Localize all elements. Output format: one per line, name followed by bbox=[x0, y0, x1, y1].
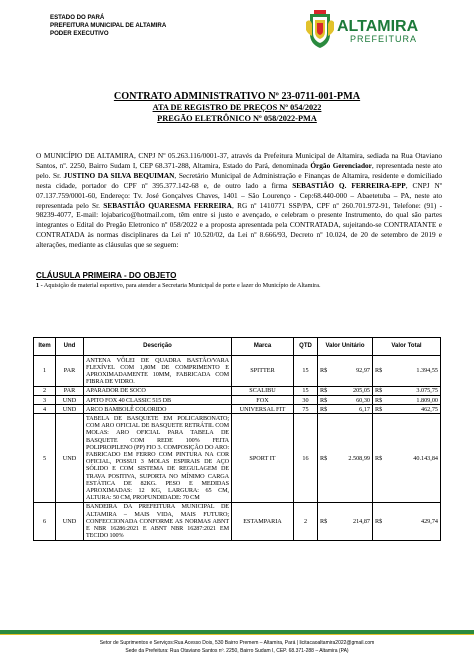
col-header-description: Descrição bbox=[84, 338, 232, 356]
cell-brand: FOX bbox=[232, 396, 294, 405]
unit-value-amount: 92,97 bbox=[356, 367, 370, 375]
cell-description: APARADOR DE SOCO bbox=[84, 386, 232, 395]
items-table bbox=[33, 337, 441, 541]
cell-unit-value bbox=[318, 414, 373, 502]
contract-title bbox=[20, 91, 454, 102]
total-value-amount: 462,75 bbox=[420, 405, 438, 413]
header-state: ESTADO DO PARÁ bbox=[50, 14, 105, 21]
currency-symbol: R$ bbox=[320, 367, 328, 375]
cell-total-value bbox=[373, 502, 441, 540]
table-row bbox=[34, 386, 441, 395]
cell-brand: UNIVERSAL FIT bbox=[232, 405, 294, 414]
cell-description: ARCO BAMBOLÊ COLORIDO bbox=[84, 405, 232, 414]
preamble-bold-3: SEBASTIÃO Q. FERREIRA-EPP bbox=[292, 180, 406, 190]
preamble-bold-1: Órgão Gerenciador bbox=[310, 160, 372, 170]
cell-brand: ESTAMPARIA bbox=[232, 502, 294, 540]
currency-symbol: R$ bbox=[320, 454, 328, 462]
clause-title: CLÁUSULA PRIMEIRA - DO OBJETO bbox=[36, 271, 177, 280]
cell-brand: SPITTER bbox=[232, 356, 294, 387]
total-value-amount: 40.143,84 bbox=[413, 454, 438, 462]
total-value-amount: 3.075,75 bbox=[416, 387, 438, 395]
footer-address-2: Sede da Prefeitura: Rua Otaviano Santos nº. 2250, Bairro Sudam I, CEP. 68.371-288 – Altamira (PA) bbox=[125, 648, 349, 654]
currency-symbol: R$ bbox=[375, 454, 383, 462]
cell-qtd: 16 bbox=[294, 414, 318, 502]
altamira-crest-icon bbox=[306, 8, 426, 52]
cell-und: UND bbox=[56, 502, 84, 540]
cell-item: 5 bbox=[34, 414, 56, 502]
cell-und: PAR bbox=[56, 386, 84, 395]
logo-subtitle: PREFEITURA bbox=[350, 34, 418, 44]
header-power: PODER EXECUTIVO bbox=[50, 30, 109, 38]
cell-description: BANDEIRA DA PREFEITURA MUNICIPAL DE ALTAMIRA – MAIS VIDA, MAIS FUTURO; CONFECCIONADA CONFORME AS NORMAS ABNT E NBR 16286:2021 E ABNT NBR 16287:2021 EM TECIDO 100% bbox=[84, 502, 232, 540]
cell-unit-value bbox=[318, 502, 373, 540]
table-row bbox=[34, 405, 441, 414]
cell-total-value bbox=[373, 414, 441, 502]
unit-value-amount: 2.508,99 bbox=[348, 454, 370, 462]
cell-item: 3 bbox=[34, 396, 56, 405]
total-value-amount: 1.394,55 bbox=[416, 367, 438, 375]
cell-brand: SPORT IT bbox=[232, 414, 294, 502]
unit-value-amount: 60,30 bbox=[356, 396, 370, 404]
preamble-text-5: , RG nº 1410771 SSP/PA, CPF nº 260.701.972-91, Telefone: (91) - 98239-4077, E-mail: lojabarico@hotmail.com, têm entre si justo e avençado, e celebram o presente Instrumento, do qual são partes integrantes o Edital do Pregão Eletronico nº 058/2022 e a proposta apresentada pela CONTRATADA, sujeitando-se CONTRATANTE e CONTRATADA às normas disciplinares da Lei nº 10.520/02, da Lei nº 8.666/93, Decreto nº 10.024, de 20 de setembro de 2019 e alterações, mediante as cláusulas que se seguem: bbox=[36, 200, 442, 250]
altamira-logo bbox=[306, 8, 426, 52]
preamble-text-4: , CNPJ Nº 07.137.759/0001-60, Endereço: Tv. José Gonçalves Chaves, 1401 – São Lourenço - Cep:68.440-000 – Abaetetuba – PA, neste ato representada pelo Sr. bbox=[36, 180, 442, 210]
currency-symbol: R$ bbox=[375, 405, 383, 413]
col-header-brand: Marca bbox=[232, 338, 294, 356]
col-header-und: Und bbox=[56, 338, 84, 356]
unit-value-amount: 205,05 bbox=[352, 387, 370, 395]
cell-qtd: 15 bbox=[294, 386, 318, 395]
total-value-amount: 1.809,00 bbox=[416, 396, 438, 404]
currency-symbol: R$ bbox=[375, 387, 383, 395]
header-prefecture: PREFEITURA MUNICIPAL DE ALTAMIRA bbox=[50, 22, 167, 30]
preamble-bold-4: SEBASTIÃO QUARESMA FERREIRA bbox=[103, 200, 232, 210]
currency-symbol: R$ bbox=[320, 405, 328, 413]
cell-item: 1 bbox=[34, 356, 56, 387]
preamble-text-2: , representada neste ato pelo. Sr. bbox=[36, 160, 442, 180]
cell-und: UND bbox=[56, 405, 84, 414]
cell-unit-value bbox=[318, 356, 373, 387]
cell-total-value bbox=[373, 396, 441, 405]
preamble-text-3: , Secretário Municipal de Administração e Finanças de Altamira, residente e domiciliado nesta cidade, portador do CPF nº 395.377.142-68 e, de outro lado a firma bbox=[36, 170, 442, 190]
pregao-title: PREGÃO ELETRÔNICO Nº 058/2022-PMA bbox=[157, 114, 317, 123]
col-header-unit-value: Valor Unitário bbox=[318, 338, 373, 356]
cell-qtd: 2 bbox=[294, 502, 318, 540]
unit-value-amount: 6,17 bbox=[359, 405, 370, 413]
cell-und: UND bbox=[56, 396, 84, 405]
cell-und: UND bbox=[56, 414, 84, 502]
header-block bbox=[50, 14, 166, 39]
currency-symbol: R$ bbox=[375, 367, 383, 375]
unit-value-amount: 214,87 bbox=[352, 517, 370, 525]
cell-description: APITO FOX 40 CLASSIC 515 DB bbox=[84, 396, 232, 405]
clause-item-text: Aquisição de material esportivo, para atender a Secretaria Municipal de porte e lazer do Município de Altamira. bbox=[42, 282, 321, 289]
cell-qtd: 75 bbox=[294, 405, 318, 414]
contract-title-text: CONTRATO ADMINISTRATIVO Nº 23-0711-001-PMA bbox=[113, 91, 361, 102]
cell-item: 6 bbox=[34, 502, 56, 540]
preamble-text-1: O MUNICÍPIO DE ALTAMIRA, CNPJ Nº 05.263.116/0001-37, através da Prefeitura Municipal de Altamira, sediada na Rua Otaviano Santos, nº. 2250, Bairro Sudam I, CEP 68.371-288, Altamira, Estado do Pará, denominada bbox=[36, 151, 442, 170]
footer-address-1: Setor de Suprimentos e Serviços:Rua Acesso Dois, 530 Bairro Premem – Altamira, Pará | licitacaoaltamira2022@gmail.com bbox=[99, 640, 375, 646]
currency-symbol: R$ bbox=[320, 396, 328, 404]
clause-item bbox=[36, 282, 456, 289]
clause-item-number: 1 - bbox=[36, 282, 43, 289]
cell-total-value bbox=[373, 356, 441, 387]
col-header-qtd: QTD bbox=[294, 338, 318, 356]
footer-yellow-rule bbox=[0, 634, 474, 635]
cell-total-value bbox=[373, 405, 441, 414]
cell-description: TABELA DE BASQUETE EM POLICARBONATO; COM ARO OFICIAL DE BASQUETE RETRÁTIL COM MOLAS: ARO OFICIAL PARA TABELA DE BASQUETE COM REDE 100% FEITA POLIPROPILENO (PP) FIO 3. COMPOSIÇÃO DO ARO: FABRICADO EM FERRO COM PINTURA NA COR OFICIAL, POSSUI 3 MOLAS ESPIRAIS DE AÇO SÓLIDO E COM SISTEMA DE REGULAGEM DE TRAVA POSITIVA, SUPORTA NO MÍNIMO CARGA ESTÁTICA DE 82KG. PESO E MEDIDAS APROXIMADAS: 12 KG, LARGURA: 65 CM, ALTURA: 50 CM, PROFUNDIDADE: 70 CM bbox=[84, 414, 232, 502]
table-row bbox=[34, 414, 441, 502]
table-header-row bbox=[34, 338, 441, 356]
cell-brand: SCALIBU bbox=[232, 386, 294, 395]
table-row bbox=[34, 396, 441, 405]
cell-qtd: 30 bbox=[294, 396, 318, 405]
cell-unit-value bbox=[318, 405, 373, 414]
ata-title: ATA DE REGISTRO DE PREÇOS Nº 054/2022 bbox=[152, 103, 322, 112]
cell-item: 4 bbox=[34, 405, 56, 414]
currency-symbol: R$ bbox=[320, 517, 328, 525]
currency-symbol: R$ bbox=[320, 387, 328, 395]
total-value-amount: 429,74 bbox=[420, 517, 438, 525]
currency-symbol: R$ bbox=[375, 517, 383, 525]
table-row bbox=[34, 502, 441, 540]
cell-description: ANTENA VÔLEI DE QUADRA BASTÃO/VARA FLEXÍVEL COM 1,80M DE COMPRIMENTO E APROXIMADAMENTE 10MM, FABRICADA COM FIBRA DE VIDRO. bbox=[84, 356, 232, 387]
currency-symbol: R$ bbox=[375, 396, 383, 404]
cell-unit-value bbox=[318, 386, 373, 395]
logo-title: ALTAMIRA bbox=[337, 18, 419, 35]
cell-unit-value bbox=[318, 396, 373, 405]
table-row bbox=[34, 356, 441, 387]
col-header-item: Item bbox=[34, 338, 56, 356]
cell-total-value bbox=[373, 386, 441, 395]
col-header-total-value: Valor Total bbox=[373, 338, 441, 356]
preamble-bold-2: JUSTINO DA SILVA BEQUIMAN bbox=[63, 170, 175, 180]
cell-qtd: 15 bbox=[294, 356, 318, 387]
cell-item: 2 bbox=[34, 386, 56, 395]
contract-preamble bbox=[36, 151, 442, 250]
cell-und: PAR bbox=[56, 356, 84, 387]
